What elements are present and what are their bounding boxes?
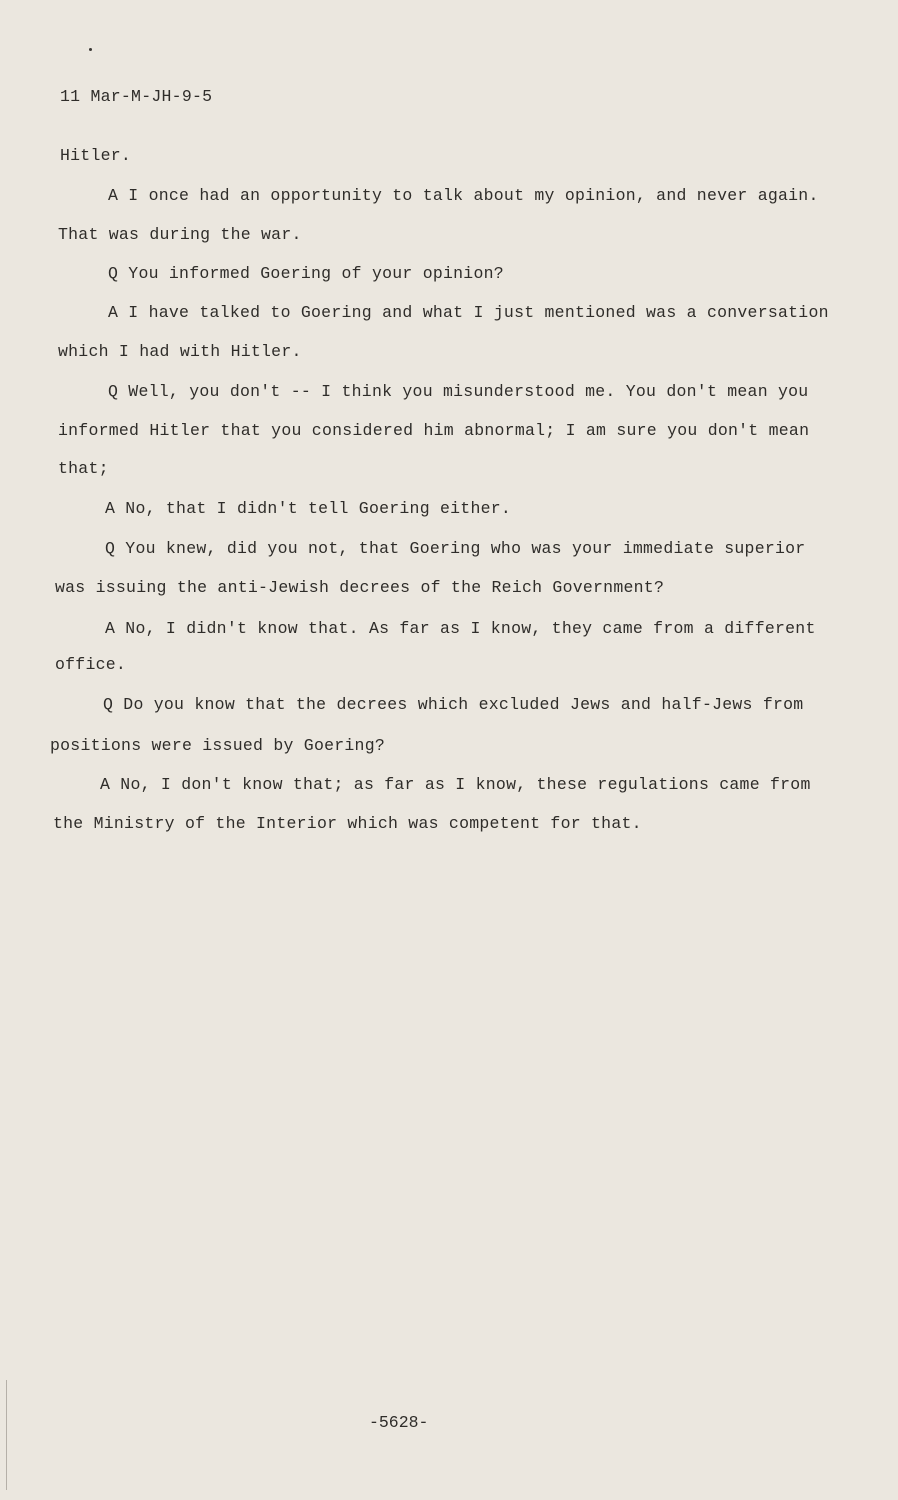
- transcript-line: which I had with Hitler.: [58, 342, 302, 361]
- transcript-line: A No, that I didn't tell Goering either.: [105, 499, 512, 518]
- transcript-line: A I once had an opportunity to talk about my opinion, and never again.: [108, 186, 819, 205]
- transcript-line: That was during the war.: [58, 225, 302, 244]
- transcript-line: Q You informed Goering of your opinion?: [108, 264, 504, 283]
- page-number: -5628-: [369, 1413, 429, 1432]
- transcript-line: office.: [55, 655, 127, 674]
- transcript-line: was issuing the anti-Jewish decrees of the Reich Government?: [55, 578, 665, 597]
- transcript-line: Hitler.: [60, 146, 132, 165]
- transcript-line: A No, I didn't know that. As far as I know, they came from a different: [105, 619, 816, 638]
- transcript-line: positions were issued by Goering?: [50, 736, 386, 755]
- document-header: 11 Mar-M-JH-9-5: [60, 87, 213, 106]
- transcript-line: Q You knew, did you not, that Goering who was your immediate superior: [105, 539, 806, 558]
- transcript-line: informed Hitler that you considered him abnormal; I am sure you don't mean: [58, 421, 810, 440]
- page-edge-mark: [6, 1380, 7, 1490]
- transcript-line: A I have talked to Goering and what I just mentioned was a conversation: [108, 303, 829, 322]
- transcript-line: the Ministry of the Interior which was competent for that.: [53, 814, 642, 833]
- ink-speck: [89, 48, 92, 51]
- transcript-line: that;: [58, 459, 109, 478]
- transcript-line: Q Do you know that the decrees which excluded Jews and half-Jews from: [103, 695, 804, 714]
- transcript-line: A No, I don't know that; as far as I know, these regulations came from: [100, 775, 811, 794]
- transcript-line: Q Well, you don't -- I think you misunderstood me. You don't mean you: [108, 382, 809, 401]
